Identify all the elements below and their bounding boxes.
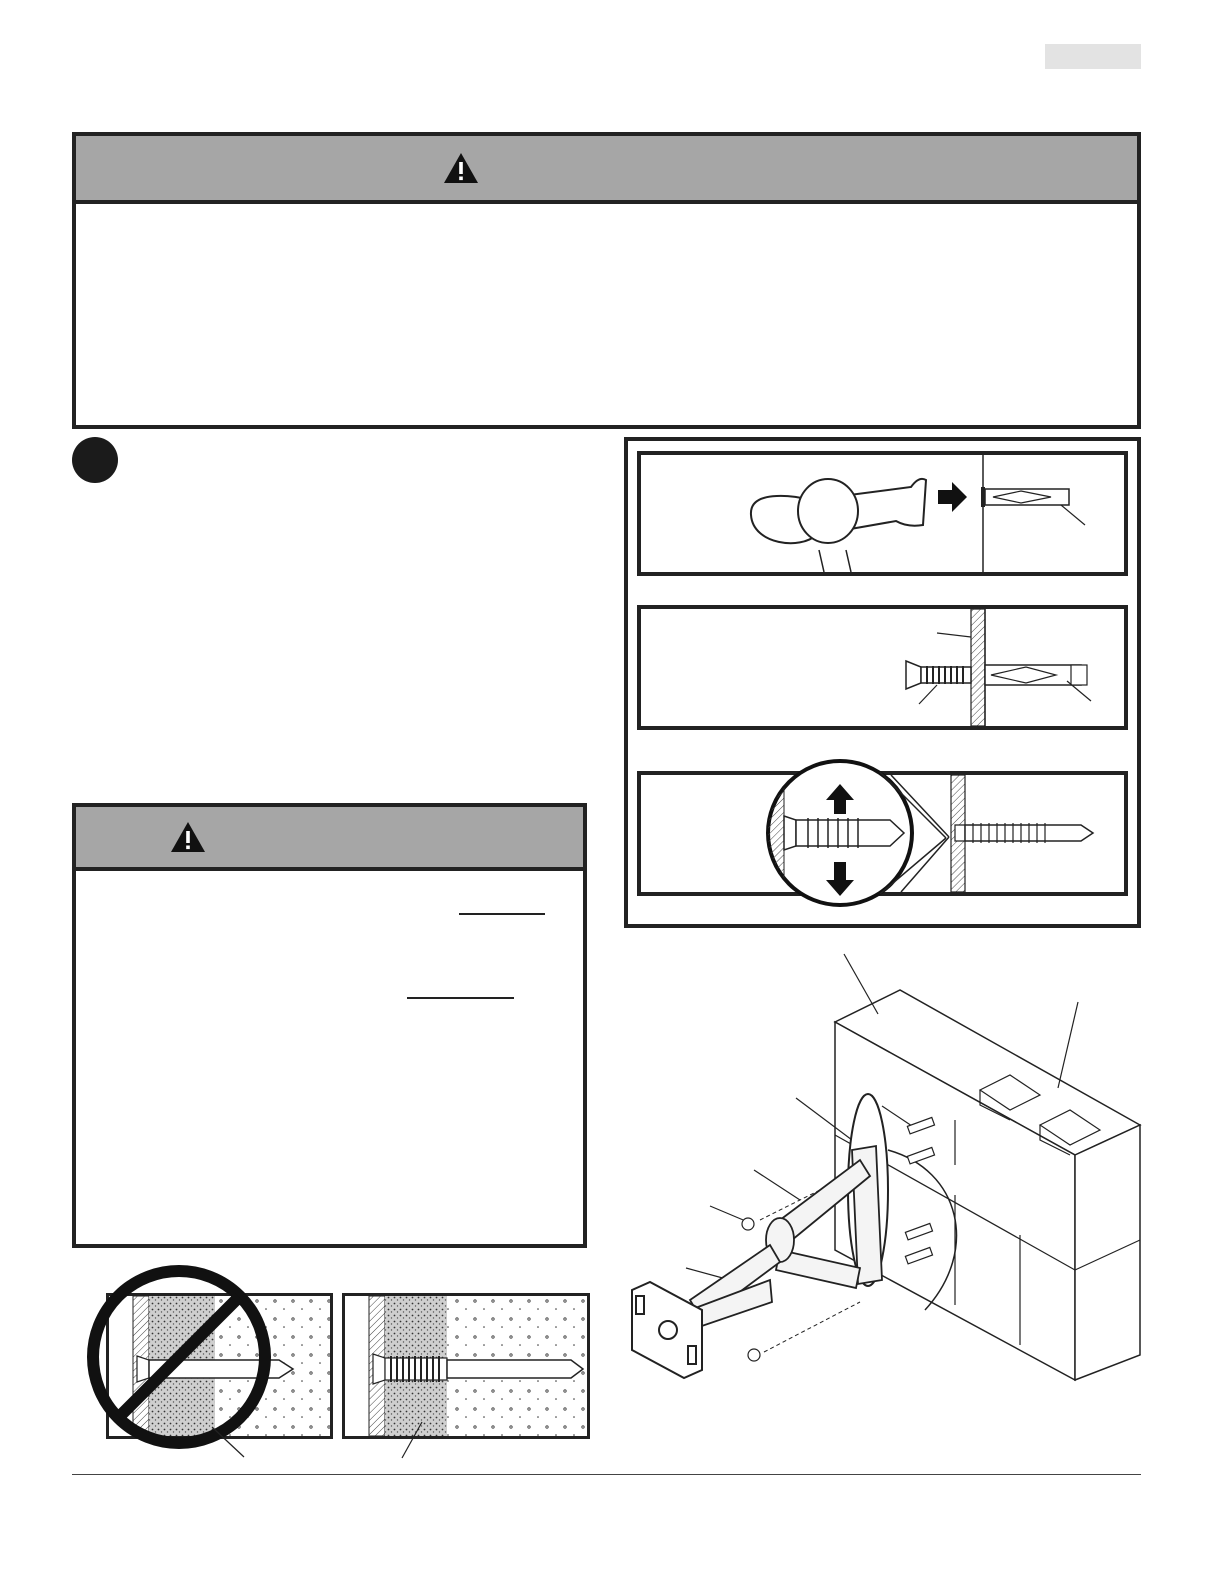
- correct-anchor-illustration: [345, 1296, 587, 1436]
- screw-illustration: [641, 609, 1124, 726]
- prohibited-icon: [84, 1262, 274, 1452]
- screw-anchor-panel: [637, 605, 1128, 730]
- leader-line: [210, 1425, 250, 1460]
- warning-header-left: [76, 807, 583, 871]
- warning-box-top: [72, 132, 1141, 429]
- hammer-anchor-panel: [637, 451, 1128, 576]
- leader-line: [398, 1420, 428, 1460]
- warning-header-top: [76, 136, 1137, 204]
- warning-triangle-icon: [443, 152, 479, 184]
- magnifier-detail-icon: [760, 758, 950, 908]
- emphasis-underline: [459, 913, 545, 915]
- step-number-circle: [72, 437, 118, 483]
- warning-box-left: [72, 803, 587, 1248]
- wall-mount-illustration: [620, 950, 1145, 1390]
- correct-anchor-panel: [342, 1293, 590, 1439]
- page-tab: [1045, 44, 1141, 69]
- hammer-illustration: [641, 455, 1124, 572]
- footer-rule: [72, 1474, 1141, 1475]
- warning-triangle-icon: [170, 821, 206, 853]
- emphasis-underline: [407, 997, 514, 999]
